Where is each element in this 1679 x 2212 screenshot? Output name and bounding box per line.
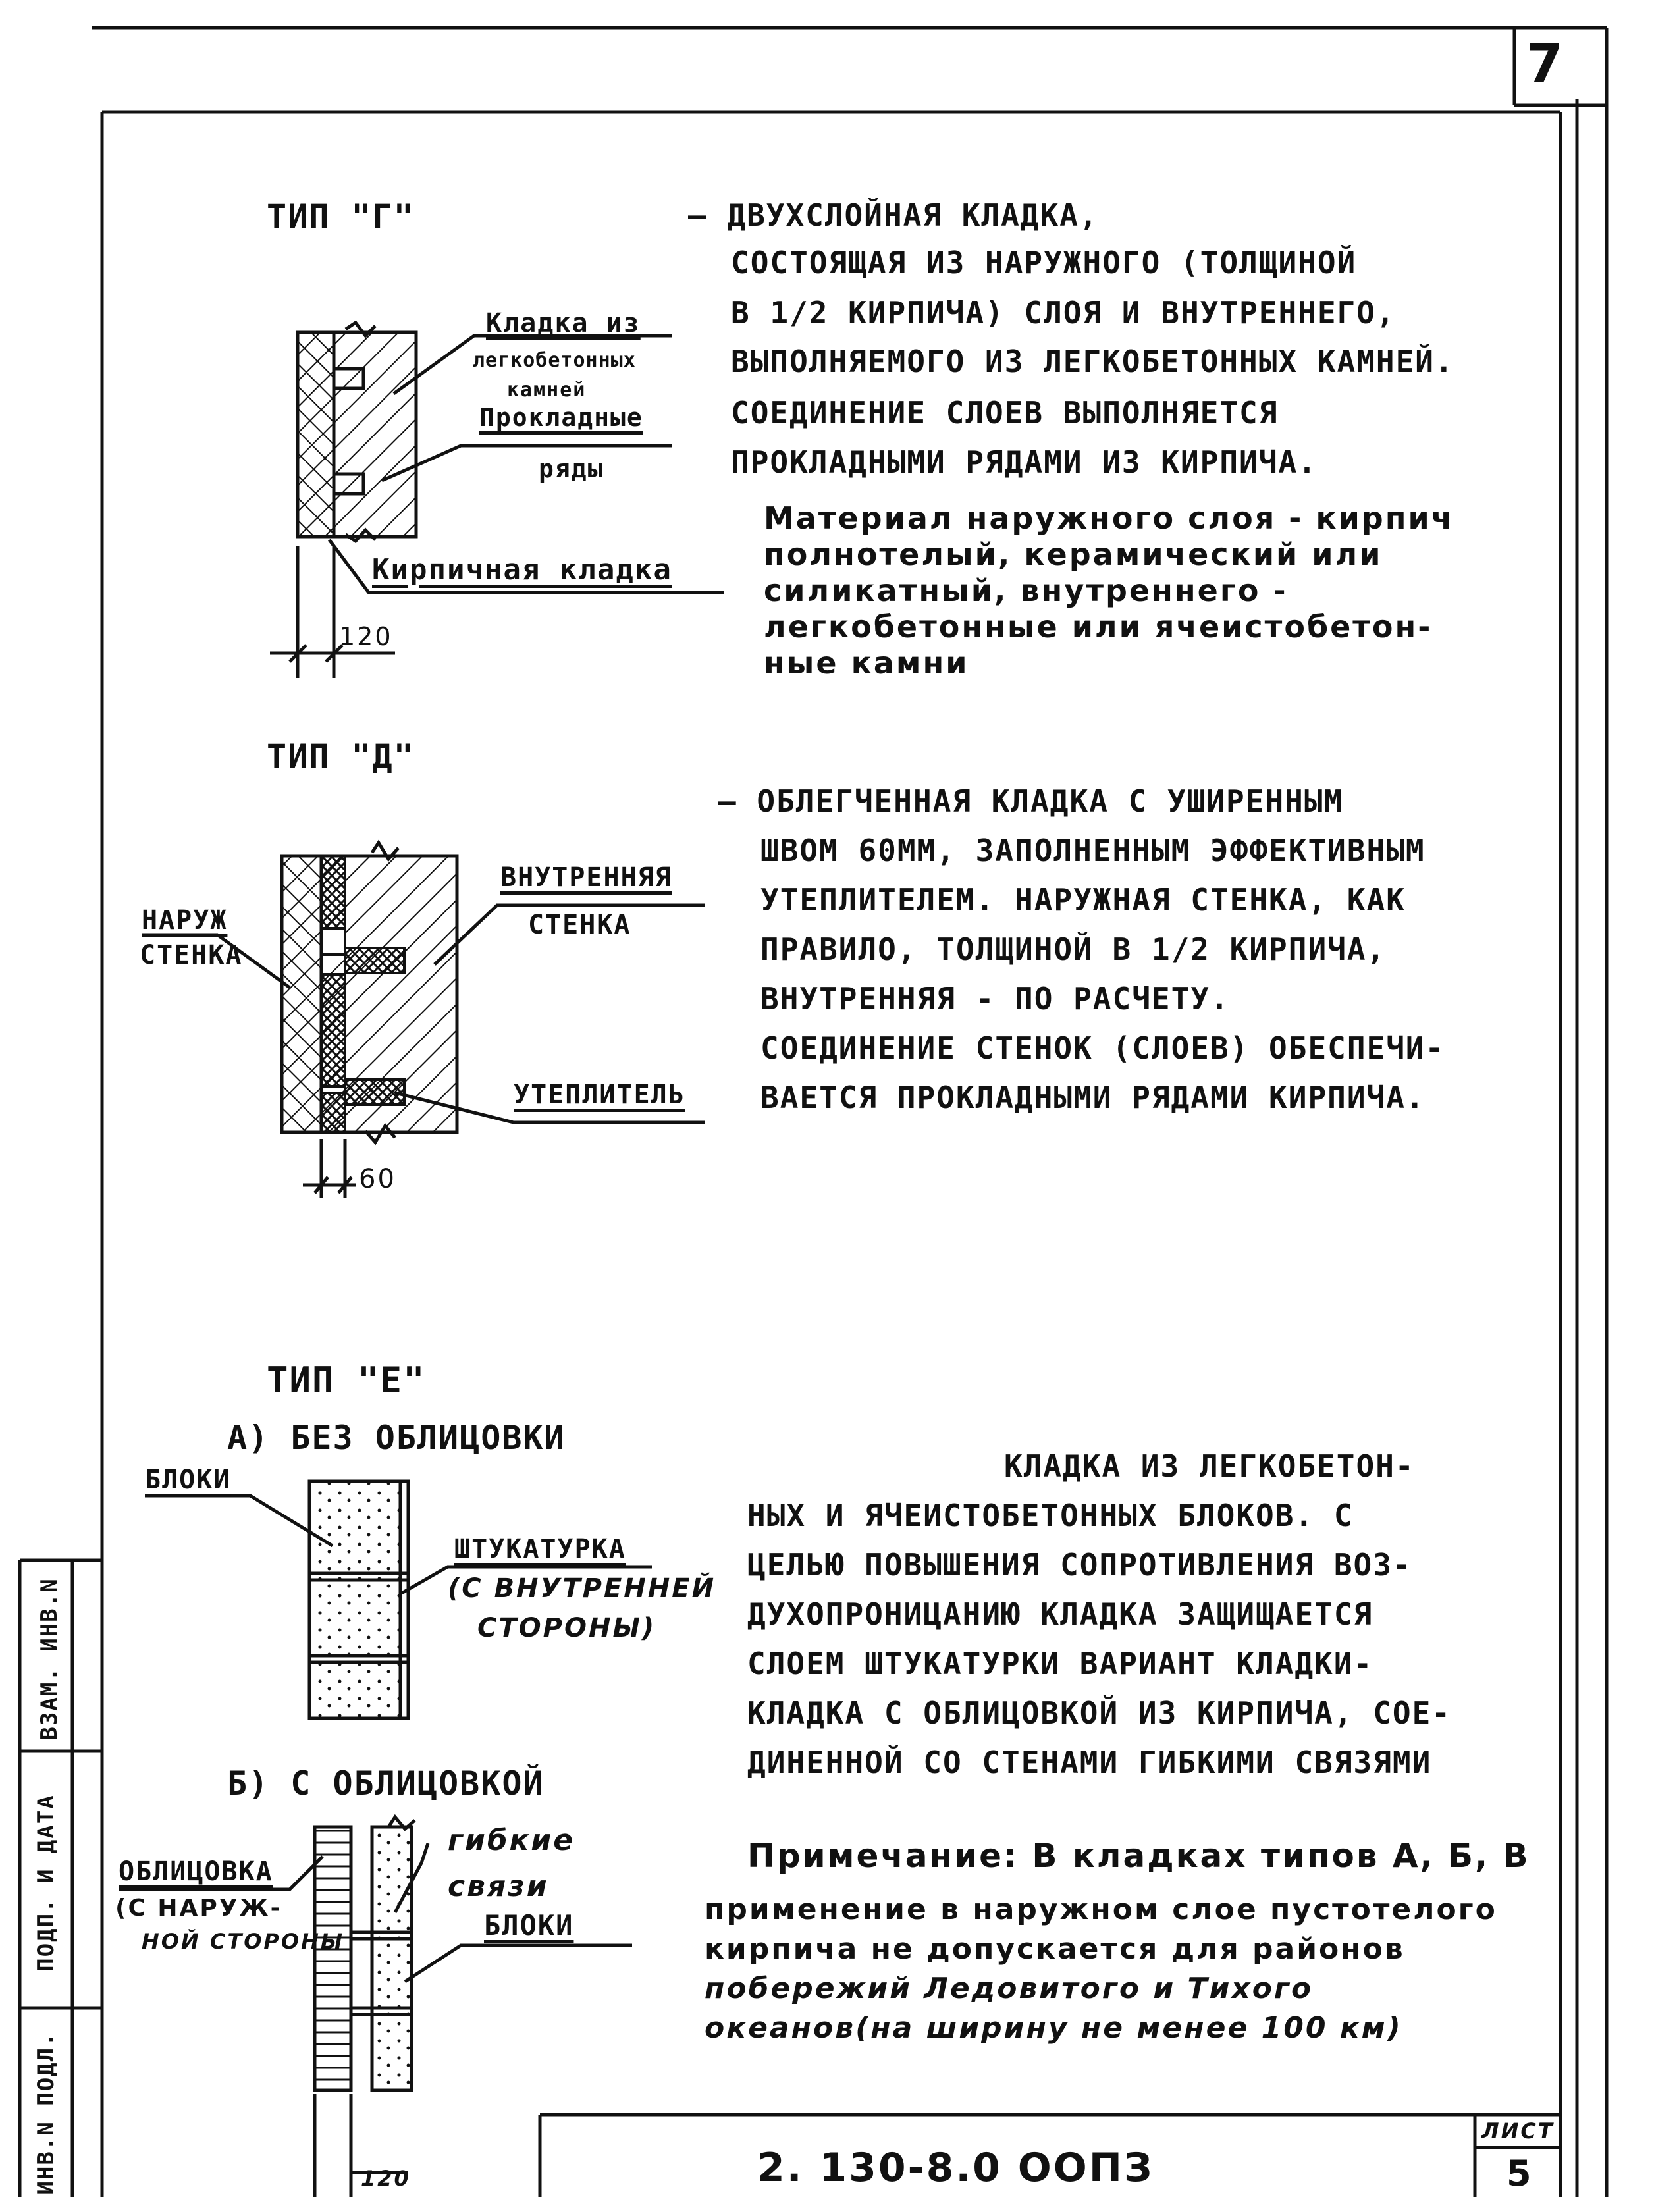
note-line: применение в наружном слое пустотелого: [705, 1893, 1497, 1926]
type-e-sub-b: Б) С ОБЛИЦОВКОЙ: [227, 1764, 545, 1803]
type-g-line: ВЫПОЛНЯЕМОГО ИЗ ЛЕГКОБЕТОННЫХ КАМНЕЙ.: [731, 344, 1454, 379]
label-shtukaturka-3: СТОРОНЫ): [477, 1613, 656, 1643]
label-vnutrennyaya: ВНУТРЕННЯЯ: [500, 862, 672, 893]
label-naruzh: НАРУЖ: [142, 905, 228, 935]
type-d-line: ШВОМ 60ММ, ЗАПОЛНЕННЫМ ЭФФЕКТИВНЫМ: [760, 833, 1426, 868]
type-d-wall-section: [142, 843, 705, 1198]
type-g-line: — ДВУХСЛОЙНАЯ КЛАДКА,: [688, 198, 1099, 233]
label-legkobetonnykh: легкобетонных: [473, 349, 636, 372]
type-d-line: ВНУТРЕННЯЯ - ПО РАСЧЕТУ.: [760, 981, 1230, 1016]
label-svyazi: связи: [448, 1870, 549, 1903]
note-line: океанов(на ширину не менее 100 км): [705, 2011, 1402, 2045]
type-d-line: — ОБЛЕГЧЕННАЯ КЛАДКА С УШИРЕННЫМ: [718, 783, 1344, 819]
type-g-line: В 1/2 КИРПИЧА) СЛОЯ И ВНУТРЕННЕГО,: [731, 295, 1396, 330]
label-stenka-outer: СТЕНКА: [140, 940, 243, 970]
type-e-sub-a: А) БЕЗ ОБЛИЦОВКИ: [227, 1419, 566, 1457]
type-d-line: СОЕДИНЕНИЕ СТЕНОК (СЛОЕВ) ОБЕСПЕЧИ-: [760, 1030, 1445, 1066]
label-shtukaturka: ШТУКАТУРКА: [454, 1534, 626, 1564]
type-g-line: СОЕДИНЕНИЕ СЛОЕВ ВЫПОЛНЯЕТСЯ: [731, 395, 1279, 431]
type-e-line: ДИНЕННОЙ СО СТЕНАМИ ГИБКИМИ СВЯЗЯМИ: [747, 1745, 1432, 1780]
type-e-line: СЛОЕМ ШТУКАТУРКИ ВАРИАНТ КЛАДКИ-: [747, 1646, 1373, 1681]
dim-d: 60: [359, 1164, 396, 1194]
type-d-line: ВАЕТСЯ ПРОКЛАДНЫМИ РЯДАМИ КИРПИЧА.: [760, 1080, 1426, 1115]
stamp-podp: ПОДП. И ДАТА: [33, 1794, 59, 1972]
material-line: Материал наружного слоя - кирпич: [764, 500, 1454, 536]
type-e-line: НЫХ И ЯЧЕИСТОБЕТОННЫХ БЛОКОВ. С: [747, 1498, 1354, 1533]
label-kamnei: камней: [507, 379, 587, 402]
material-line: полнотелый, керамический или: [764, 537, 1383, 572]
type-g-line: СОСТОЯЩАЯ ИЗ НАРУЖНОГО (ТОЛЩИНОЙ: [731, 245, 1357, 280]
type-e-line: КЛАДКА ИЗ ЛЕГКОБЕТОН-: [1004, 1448, 1415, 1484]
corner-sheet-number: 7: [1526, 33, 1565, 94]
type-g-heading: ТИП "Г": [267, 198, 415, 236]
document-code: 2. 130-8.0 ООПЗ: [757, 2145, 1154, 2191]
type-e-line: ДУХОПРОНИЦАНИЮ КЛАДКА ЗАЩИЩАЕТСЯ: [747, 1596, 1373, 1632]
label-kladka-iz: Кладка из: [486, 308, 641, 338]
stamp-strip: [20, 1560, 72, 2197]
material-line: легкобетонные или ячеистобетон-: [764, 609, 1433, 645]
type-g-wall-section: [270, 323, 724, 678]
label-bloki-2: БЛОКИ: [484, 1909, 574, 1941]
sheet-number: 5: [1506, 2153, 1533, 2194]
type-e-line: ЦЕЛЬЮ ПОВЫШЕНИЯ СОПРОТИВЛЕНИЯ ВОЗ-: [747, 1547, 1412, 1583]
label-gibkie: гибкие: [448, 1824, 575, 1857]
label-uteplitel: УТЕПЛИТЕЛЬ: [514, 1080, 685, 1110]
note-line: кирпича не допускается для районов: [705, 1932, 1405, 1966]
note-line: Примечание: В кладках типов А, Б, В: [747, 1837, 1530, 1875]
label-oblicovka-3: НОЙ СТОРОНЫ: [142, 1929, 345, 1954]
type-g-line: ПРОКЛАДНЫМИ РЯДАМИ ИЗ КИРПИЧА.: [731, 444, 1318, 480]
type-e-line: КЛАДКА С ОБЛИЦОВКОЙ ИЗ КИРПИЧА, СОЕ-: [747, 1695, 1451, 1731]
type-e-heading: ТИП "Е": [267, 1359, 426, 1401]
label-ryady: ряды: [539, 454, 604, 483]
note-line: побережий Ледовитого и Тихого: [705, 1972, 1314, 2005]
label-bloki: БЛОКИ: [145, 1465, 231, 1495]
material-line: силикатный, внутреннего -: [764, 573, 1288, 608]
label-prokladnye: Прокладные: [479, 403, 643, 432]
material-line: ные камни: [764, 645, 969, 681]
stamp-inv: ИНВ.N ПОДЛ.: [33, 2032, 59, 2195]
type-d-line: ПРАВИЛО, ТОЛЩИНОЙ В 1/2 КИРПИЧА,: [760, 932, 1387, 967]
dim-g: 120: [339, 622, 393, 651]
label-shtukaturka-2: (С ВНУТРЕННЕЙ: [448, 1573, 716, 1604]
sheet-label: ЛИСТ: [1481, 2119, 1555, 2144]
type-d-line: УТЕПЛИТЕЛЕМ. НАРУЖНАЯ СТЕНКА, КАК: [760, 882, 1406, 918]
type-d-heading: ТИП "Д": [267, 737, 415, 776]
label-oblicovka: ОБЛИЦОВКА: [119, 1856, 273, 1887]
stamp-vzam: В3АМ. ИНВ.N: [36, 1577, 63, 1741]
label-oblicovka-2: (С НАРУЖ-: [115, 1895, 282, 1922]
dim-e: 120: [361, 2166, 411, 2191]
label-kirpichnaya: Кирпичная кладка: [372, 553, 672, 587]
label-stenka-inner: СТЕНКА: [528, 910, 631, 940]
